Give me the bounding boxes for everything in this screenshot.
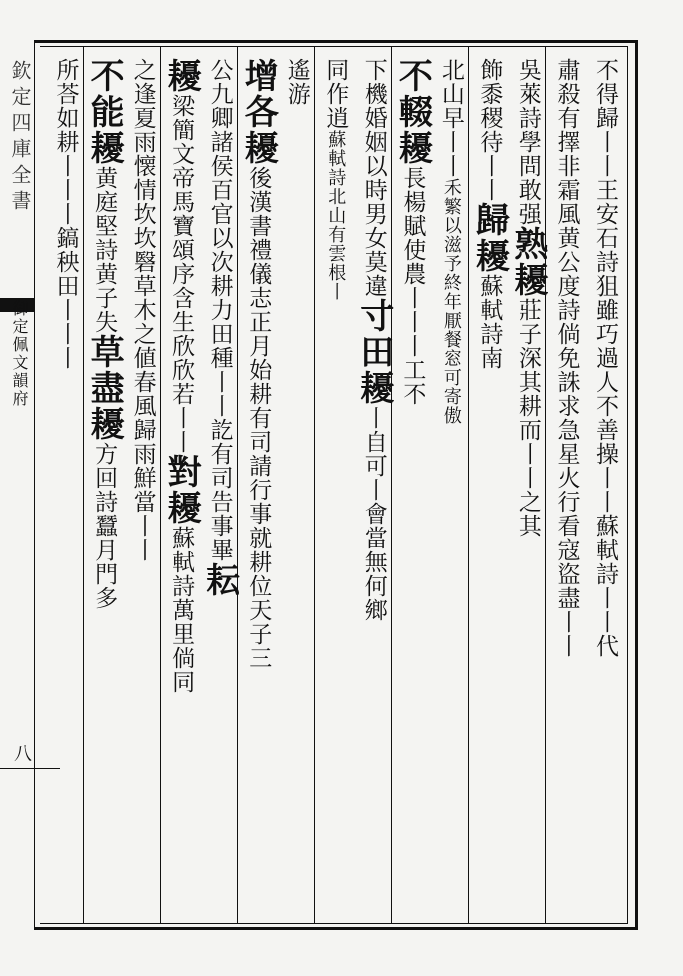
text-column [277,58,312,106]
headword: 不 [392,58,433,94]
text-run: 北山早丨丨 [437,58,464,178]
text-run: 公九卿諸侯百官以次耕力田種丨丨訖有司告事畢 [206,58,233,562]
text-run: 梁簡文帝馬寶頌序含生欣欣若丨丨 [168,94,195,454]
text-column [238,58,279,670]
column-rule [391,46,392,924]
text-run: 長楊賦使農丨丨丨工不 [399,166,426,406]
text-column [46,58,81,370]
margin-title: 欽定四庫全書 [8,60,32,216]
margin-book-title: 御定佩文韻府 [10,300,29,408]
column-rule [83,46,84,924]
column-rule [314,46,315,924]
text-run: 丨自可丨會當無何鄉 [360,406,387,622]
text-run: 黄庭堅詩黄子失 [91,166,118,334]
text-column [431,58,466,425]
headword: 耘 [199,562,240,598]
text-column [507,58,548,538]
column-rule [160,46,161,924]
text-column [392,58,433,406]
text-run: 飾黍稷待丨丨 [476,58,503,202]
text-run: 之逢夏雨懐情坎坎䃜草木之値春風 [129,58,156,418]
headword: 草 [84,334,125,370]
headword: 增 [238,58,279,94]
column-rule [545,46,546,924]
text-run: 下機婚姻以時男女莫違 [360,58,387,298]
text-column [123,58,158,562]
text-run: 所荅如耕丨丨丨 [52,58,79,226]
text-run: 肅殺有擇非霜風黄公度詩倘免誅求急星火行看寇盜盡丨丨 [553,58,580,658]
text-run: 蘇軾詩南 [476,274,503,370]
headword: 各耰 [238,94,279,166]
text-run: 蘇軾詩北山有雲根丨 [325,130,347,301]
text-run: 後漢書禮儀志正月始耕有司請行事就耕位天子三 [245,166,272,670]
headword: 對耰 [161,454,202,526]
column-rule [237,46,238,924]
headword: 能耰 [84,94,125,166]
page-number: 八 [14,744,32,765]
text-column [547,58,582,658]
headword: 盡耰 [84,370,125,442]
text-column [316,58,351,301]
text-run: 窓可寄傲 [440,349,462,425]
text-run: 遙游 [283,58,310,106]
text-run: 禾繁以滋予終年厭餐 [440,178,462,349]
headword: 寸田耰 [353,298,394,406]
headword: 歸耰 [469,202,510,274]
text-run: 歸雨鮮當丨丨 [129,418,156,562]
text-run: 鎬秧田丨丨丨 [52,226,79,370]
text-run: 莊子深其耕而丨丨之其 [514,298,541,538]
text-run: 吳萊詩學問敢强 [514,58,541,226]
text-column [199,58,240,598]
headword: 不 [84,58,125,94]
text-run: 不得歸丨丨王安石詩狙雖巧過人不善操丨丨蘇軾詩丨丨代 [591,58,618,658]
text-run: 方回詩蠶月門多 [91,442,118,610]
text-run: 同作逍 [322,58,349,130]
headword: 熟耰 [507,226,548,298]
text-run: 蘇軾詩萬里倘同 [168,526,195,694]
text-column [84,58,125,610]
headword: 耰 [161,58,202,94]
text-column [585,58,620,658]
text-column [469,58,510,370]
text-column [161,58,202,694]
text-column [353,58,394,622]
column-rule [468,46,469,924]
headword: 輟耰 [392,94,433,166]
